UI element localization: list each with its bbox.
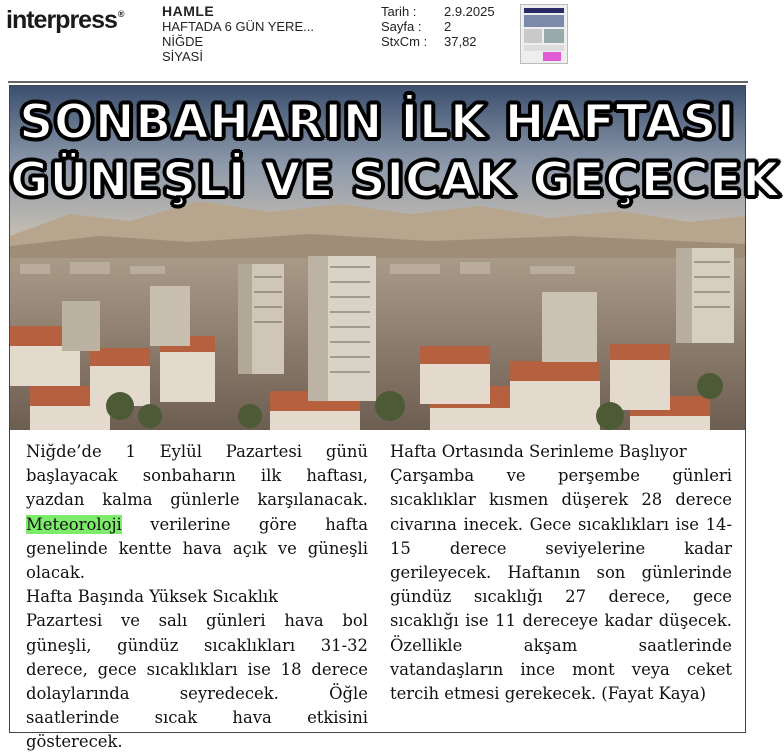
page-value: 2 xyxy=(444,19,452,34)
highlighted-keyword: Meteoroloji xyxy=(26,514,122,534)
page-thumbnail[interactable] xyxy=(520,4,568,64)
headline-line-1: SONBAHARIN İLK HAFTASI xyxy=(19,95,736,150)
intro-text-continued: verilerine göre hafta genelinde kentte hava açık ve güneşli olacak. xyxy=(26,514,368,583)
stxcm-value: 37,82 xyxy=(444,34,477,49)
clipping-meta-keys xyxy=(381,4,427,49)
paragraph-intro xyxy=(26,440,368,585)
paragraph-midweek: Çarşamba ve perşembe günleri sıcaklıklar kısmen düşerek 28 derece civarına inecek. Gece sıcaklıkları ise 14-15 derece seviyelerine kadar gerileyecek. Haftanın son günlerinde gündüz sıcaklığı 27 derece, gece sıcaklığı ise 11 dereceye kadar düşecek. Özellikle akşam saatlerinde vatandaşların ince mont veya ceket tercih etmesi gerekecek. (Fayat Kaya) xyxy=(390,466,732,704)
interpress-logo xyxy=(6,6,124,35)
stxcm-key: StxCm : xyxy=(381,34,428,49)
clipping-meta-values xyxy=(444,4,495,49)
paragraph-early-week: Pazartesi ve salı günleri hava bol güneşli, gündüz sıcaklıkları 31-32 derece, gece sıcaklıkları ise 18 derece dolaylarında seyredecek. Öğle saatlerinde sıcak hava etkisini gösterecek. xyxy=(26,611,368,752)
publication-name: HAMLE xyxy=(162,3,215,19)
article-headline xyxy=(10,94,780,210)
header-divider xyxy=(8,81,748,83)
headline-line-2: GÜNEŞLİ VE SICAK GEÇECEK xyxy=(10,153,780,208)
page-key: Sayfa : xyxy=(381,19,422,34)
headline-short: HAFTADA 6 GÜN YERE... xyxy=(162,19,314,34)
article-clipping xyxy=(9,85,780,752)
logo-registered-mark: ® xyxy=(117,9,124,19)
subheading-midweek: Hafta Ortasında Serinleme Başlıyor xyxy=(390,442,687,461)
category-label: SİYASİ xyxy=(162,49,203,64)
logo-text: interpress xyxy=(6,6,117,34)
article-body-left-column xyxy=(26,440,368,755)
clipping-meta-publication xyxy=(162,4,314,64)
city-skyline-photo xyxy=(10,86,780,430)
date-key: Tarih : xyxy=(381,4,417,19)
article-body-right-column xyxy=(390,440,732,706)
date-value: 2.9.2025 xyxy=(444,4,495,19)
intro-text: Niğde’de 1 Eylül Pazartesi günü başlayacak sonbaharın ilk haftası, yazdan kalma günlerle karşılanacak. xyxy=(26,442,368,510)
city-label: NİĞDE xyxy=(162,34,204,49)
subheading-early-week: Hafta Başında Yüksek Sıcaklık xyxy=(26,587,279,607)
